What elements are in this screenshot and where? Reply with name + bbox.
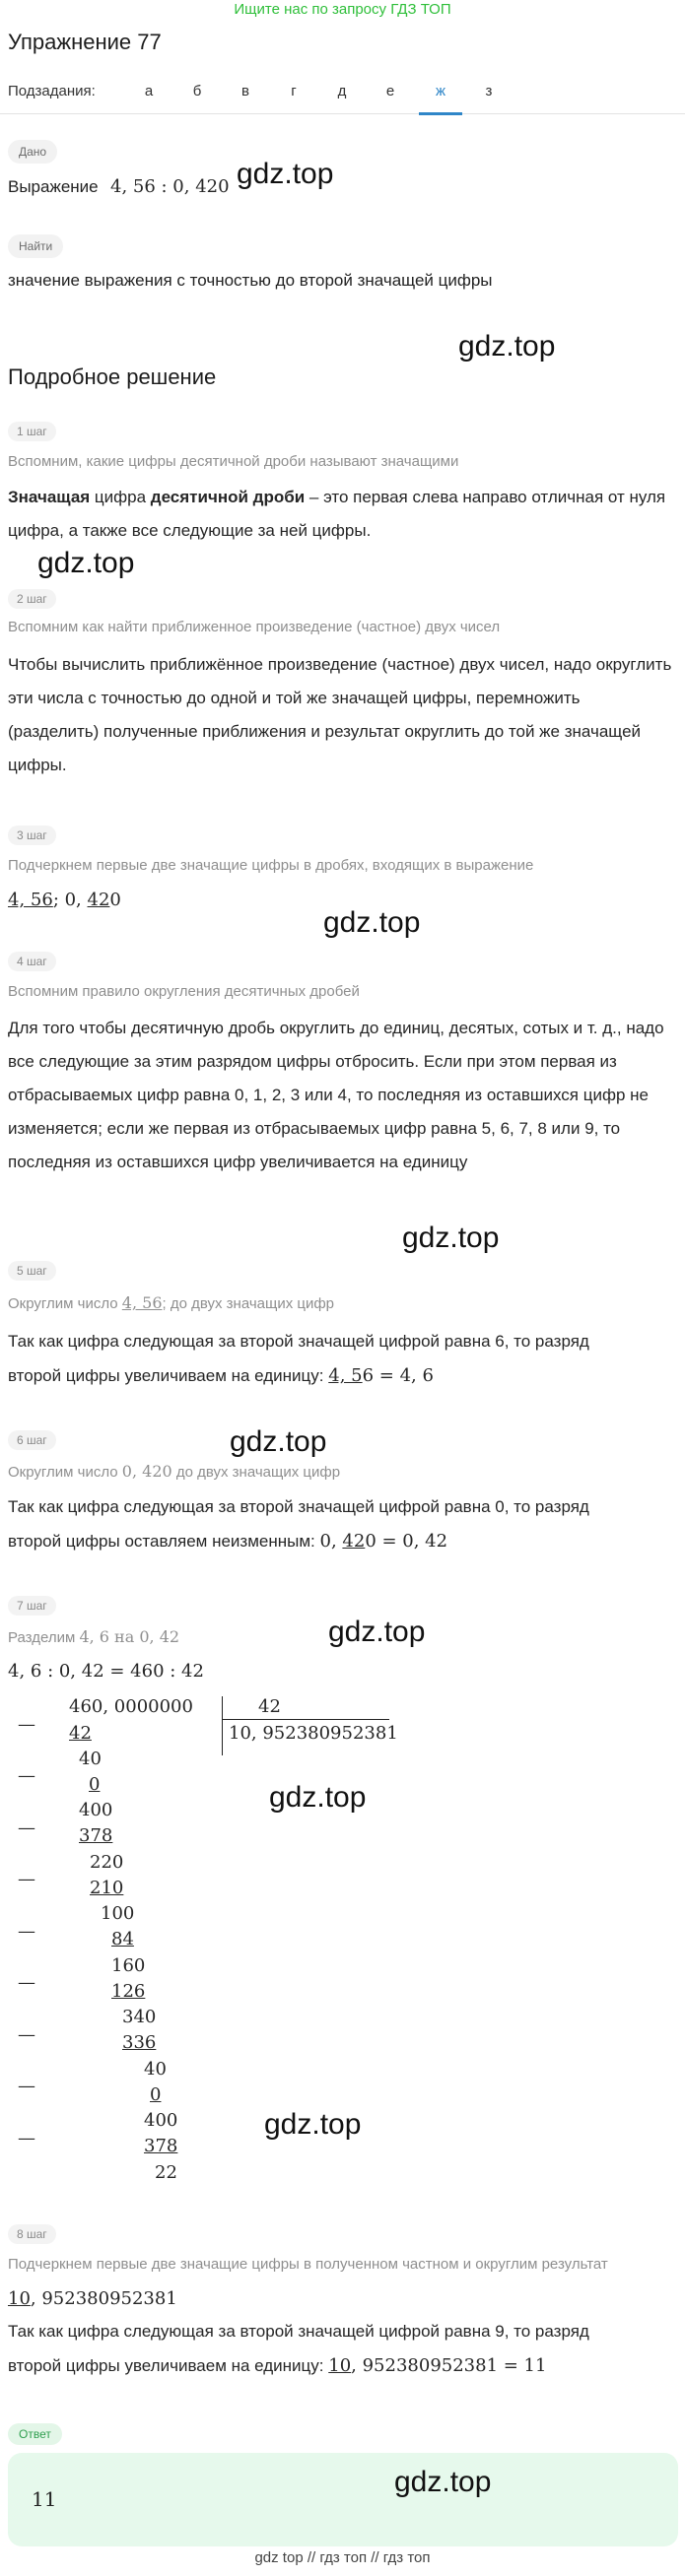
- underlined-digits: 42: [342, 1531, 366, 1552]
- division-row: 40: [144, 2059, 167, 2080]
- text-part: цифра: [90, 488, 151, 506]
- watermark: gdz.top: [328, 1616, 426, 1648]
- underlined-digits: 42: [87, 890, 110, 910]
- division-row: 400: [144, 2110, 178, 2131]
- subtask-tab-e[interactable]: е: [385, 83, 395, 99]
- division-row: 220: [90, 1852, 124, 1873]
- step-2-tag: 2 шаг: [8, 589, 56, 609]
- answer-value: 11: [32, 2487, 57, 2511]
- math-part: , 952380952381: [30, 2288, 177, 2309]
- minus-sign: —: [18, 1972, 35, 1993]
- text-part: второй цифры оставляем неизменным:: [8, 1532, 320, 1551]
- step-6-caption: [8, 1462, 340, 1481]
- find-tag: Найти: [8, 234, 63, 258]
- step-1-tag: 1 шаг: [8, 422, 56, 441]
- math-part: 6 = 4, 6: [362, 1365, 434, 1386]
- division-row: 22: [155, 2162, 177, 2183]
- caption-math: 4, 6 на 0, 42: [79, 1627, 180, 1646]
- step-7-equation: 4, 6 : 0, 42 = 460 : 42: [8, 1661, 204, 1682]
- step-6-text-b: [8, 1525, 673, 1558]
- find-text: значение выражения с точностью до второй значащей цифры: [8, 271, 493, 290]
- minus-sign: —: [18, 1869, 35, 1889]
- step-3-math: [8, 890, 121, 910]
- step-2-caption: Вспомним как найти приближенное произведение (частное) двух чисел: [8, 619, 501, 635]
- division-bar: [222, 1696, 223, 1755]
- step-5-caption: [8, 1293, 334, 1312]
- minus-sign: —: [18, 1817, 35, 1838]
- watermark: gdz.top: [269, 1781, 367, 1814]
- solution-title: Подробное решение: [8, 364, 217, 389]
- underlined-digits: 4, 5: [328, 1365, 363, 1386]
- watermark: gdz.top: [237, 158, 334, 190]
- math-part: 0: [109, 890, 121, 910]
- minus-sign: —: [18, 1765, 35, 1786]
- division-row: 378: [79, 1825, 113, 1846]
- text-part: второй цифры увеличиваем на единицу:: [8, 2356, 329, 2375]
- watermark: gdz.top: [230, 1425, 327, 1458]
- step-6-tag: 6 шаг: [8, 1430, 56, 1450]
- tabs-divider: [0, 113, 685, 114]
- caption-part: Округлим число: [8, 1464, 122, 1481]
- caption-part: Разделим: [8, 1629, 80, 1646]
- step-1-text: [8, 481, 673, 548]
- caption-part: Округлим число: [8, 1295, 122, 1312]
- active-tab-indicator: [419, 112, 462, 115]
- minus-sign: —: [18, 1921, 35, 1942]
- watermark: gdz.top: [458, 330, 556, 363]
- step-5-text-b: [8, 1359, 673, 1393]
- step-4-text: Для того чтобы десятичную дробь округлить до единиц, десятых, сотых и т. д., надо все следующие за этим разрядом цифры отбросить. Если при этом первая из отбрасываемых цифр равна 0, 1, 2, 3 или 4, то последняя из оставшихся цифр не изменяется; если же первая из отбрасываемых цифр равна 5, 6, 7, 8 или 9, то последняя из оставшихся цифр увеличивается на единицу: [8, 1019, 664, 1171]
- math-part: 0 = 0, 42: [365, 1531, 448, 1552]
- given-expression: 4, 56 : 0, 420: [110, 176, 230, 197]
- watermark: gdz.top: [323, 906, 421, 939]
- division-row: 84: [111, 1929, 134, 1949]
- quotient: 10, 952380952381: [229, 1723, 398, 1744]
- step-7-caption: [8, 1627, 179, 1646]
- subtasks-label: Подзадания:: [8, 83, 96, 99]
- step-4-tag: 4 шаг: [8, 952, 56, 971]
- step-8-text-a: Так как цифра следующая за второй значащей цифрой равна 9, то разряд: [8, 2322, 589, 2341]
- dividend: 460, 0000000: [69, 1696, 193, 1717]
- subtask-tab-v[interactable]: в: [241, 83, 249, 99]
- divisor: 42: [258, 1696, 281, 1717]
- minus-sign: —: [18, 1714, 35, 1735]
- caption-math: 4, 56: [121, 1293, 163, 1312]
- step-2-text: Чтобы вычислить приближённое произведение (частное) двух чисел, надо округлить эти числа с точностью до одной и той же значащей цифры, перемножить (разделить) полученные приближения и результат округлить до той же значащей цифры.: [8, 655, 672, 774]
- division-row: 0: [89, 1774, 101, 1795]
- division-row: 340: [122, 2007, 157, 2027]
- answer-box: [8, 2453, 678, 2546]
- underlined-digits: 10: [8, 2288, 31, 2309]
- step-5-tag: 5 шаг: [8, 1261, 56, 1281]
- division-row: 400: [79, 1800, 113, 1820]
- minus-sign: —: [18, 2128, 35, 2148]
- division-row: 210: [90, 1878, 124, 1898]
- step-8-math: [8, 2288, 177, 2309]
- math-part: ; 0,: [52, 890, 88, 910]
- math-part: 0,: [319, 1531, 343, 1552]
- subtask-tab-g[interactable]: г: [291, 83, 297, 99]
- subtask-tab-d[interactable]: д: [337, 83, 347, 99]
- step-1-caption: Вспомним, какие цифры десятичной дроби называют значащими: [8, 453, 459, 470]
- promo-banner[interactable]: Ищите нас по запросу ГДЗ ТОП: [234, 1, 451, 18]
- bold-term: Значащая: [8, 488, 91, 506]
- division-row: 0: [150, 2084, 162, 2105]
- step-4-caption: Вспомним правило округления десятичных дробей: [8, 983, 360, 1000]
- caption-math: 0, 420: [121, 1462, 172, 1481]
- bold-term: десятичной дроби: [150, 488, 306, 506]
- division-row: 40: [79, 1749, 102, 1769]
- math-part: , 952380952381 = 11: [351, 2355, 547, 2376]
- subtask-tab-z[interactable]: з: [485, 83, 493, 99]
- footer-links[interactable]: gdz top // гдз топ // гдз топ: [254, 2549, 431, 2566]
- watermark: gdz.top: [264, 2108, 362, 2141]
- underlined-digits: 10: [328, 2355, 352, 2376]
- step-6-text-a: Так как цифра следующая за второй значащей цифрой равна 0, то разряд: [8, 1497, 589, 1516]
- step-3-tag: 3 шаг: [8, 826, 56, 845]
- step-7-tag: 7 шаг: [8, 1596, 56, 1616]
- subtask-tab-zh[interactable]: ж: [435, 83, 446, 99]
- text-part: второй цифры увеличиваем на единицу:: [8, 1366, 329, 1385]
- caption-part: до двух значащих цифр: [171, 1464, 341, 1481]
- step-3-caption: Подчеркнем первые две значащие цифры в дробях, входящих в выражение: [8, 857, 534, 874]
- division-row: 160: [111, 1955, 146, 1976]
- minus-sign: —: [18, 2076, 35, 2096]
- subtask-tab-a[interactable]: а: [144, 83, 154, 99]
- step-8-caption: Подчеркнем первые две значащие цифры в полученном частном и округлим результат: [8, 2256, 608, 2273]
- step-5-text-a: Так как цифра следующая за второй значащей цифрой равна 6, то разряд: [8, 1332, 589, 1351]
- caption-part: ; до двух значащих цифр: [162, 1295, 335, 1312]
- watermark: gdz.top: [37, 547, 135, 579]
- division-row: 100: [101, 1903, 135, 1924]
- step-8-text-b: [8, 2349, 673, 2383]
- page-title: Упражнение 77: [8, 30, 162, 54]
- watermark: gdz.top: [394, 2466, 492, 2498]
- watermark: gdz.top: [402, 1222, 500, 1254]
- answer-tag: Ответ: [8, 2423, 62, 2445]
- text-part: – это первая слева направо отличная от нуля цифра, а также все следующие за ней цифры.: [8, 488, 666, 540]
- division-row: 42: [69, 1723, 92, 1744]
- division-row: 126: [111, 1981, 146, 2002]
- underlined-digits: 4, 56: [8, 890, 53, 910]
- given-label: Выражение: [8, 177, 99, 196]
- given-tag: Дано: [8, 140, 57, 164]
- step-8-tag: 8 шаг: [8, 2224, 56, 2244]
- minus-sign: —: [18, 2024, 35, 2045]
- division-row: 378: [144, 2136, 178, 2156]
- division-row: 336: [122, 2032, 157, 2053]
- subtask-tab-b[interactable]: б: [192, 83, 202, 99]
- division-underline: [222, 1719, 389, 1720]
